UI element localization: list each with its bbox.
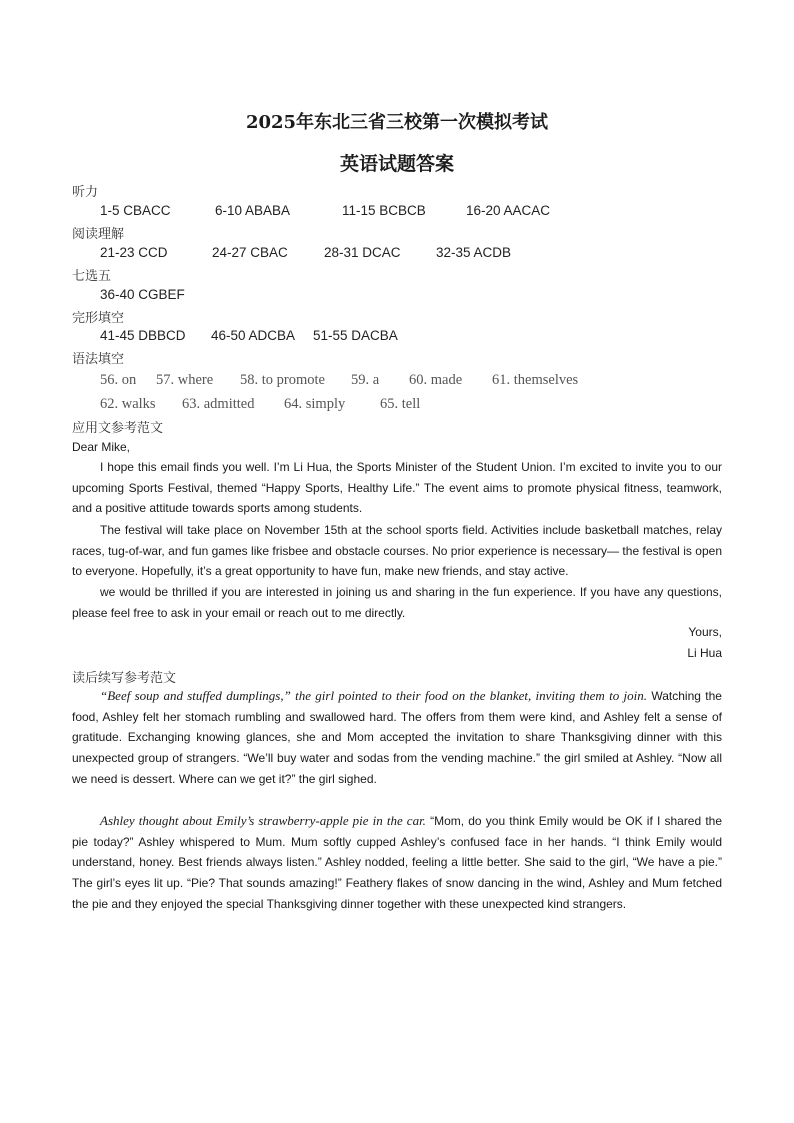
story-paragraph-2-body: “Mom, do you think Emily would be OK if I shared the pie today?” Ashley whispered to Mum. Mum softly cupped Ashley’s confused face in her hands. “I think Emily would understand, honey. Best friends always listen.” Ashley nodded, feeling a little better. She said to the girl, “We have a pie.” The girl’s eyes lit up. “Pie? That sounds amazing!” Feathery flakes of snow dancing in the wind, Ashley and Mum fetched the pie and they enjoyed the special Thanksgiving dinner together with these unexpected kind strangers. [72, 814, 722, 911]
section-label-practical-writing: 应用文参考范文 [72, 421, 164, 436]
story-paragraph-2-opening: Ashley thought about Emily’s strawberry-apple pie in the car. [100, 813, 426, 828]
grammar-answer: 63. admitted [182, 396, 255, 412]
exam-subtitle: 英语试题答案 [339, 153, 454, 175]
section-label-grammar: 语法填空 [72, 352, 125, 367]
answer-group: 46-50 ADCBA [211, 328, 296, 343]
grammar-answer: 64. simply [284, 396, 346, 412]
grammar-answer: 61. themselves [492, 372, 579, 388]
answer-group: 1-5 CBACC [100, 203, 171, 218]
grammar-answer: 58. to promote [240, 372, 325, 388]
section-label-listening: 听力 [72, 185, 99, 200]
letter-signature: Li Hua [687, 646, 722, 660]
answer-group: 21-23 CCD [100, 245, 168, 260]
letter-paragraph: we would be thrilled if you are interested in joining us and sharing in the fun experience. If you have any questions, please feel free to ask in your email or reach out to me directly. [72, 585, 722, 620]
answer-group: 36-40 CGBEF [100, 287, 185, 302]
story-paragraph-2 [72, 811, 722, 915]
section-label-continuation-writing: 读后续写参考范文 [72, 671, 177, 686]
answer-group: 41-45 DBBCD [100, 328, 186, 343]
grammar-answer: 60. made [409, 372, 463, 388]
answer-group: 11-15 BCBCB [342, 203, 426, 218]
grammar-answer: 62. walks [100, 396, 156, 412]
letter-paragraph: I hope this email finds you well. I’m Li Hua, the Sports Minister of the Student Union. I’m excited to invite you to our upcoming Sports Festival, themed “Happy Sports, Healthy Life.” The event aims to promote physical fitness, teamwork, and a positive attitude towards sports among students. [72, 460, 722, 516]
letter-paragraph: The festival will take place on November 15th at the school sports field. Activities include basketball matches, relay races, tug-of-war, and fun games like frisbee and obstacle courses. No prior experience is necessary— the festival is open to everyone. Hopefully, it’s a great opportunity to have fun, make new friends, and stay active. [72, 523, 722, 579]
grammar-answer: 65. tell [380, 396, 421, 412]
section-label-seven-five: 七选五 [72, 269, 112, 284]
answer-group: 32-35 ACDB [436, 245, 512, 260]
letter-salutation: Dear Mike, [72, 440, 131, 454]
grammar-answer: 59. a [351, 372, 380, 388]
answer-group: 16-20 AACAC [466, 203, 551, 218]
exam-title: 2025年东北三省三校第一次模拟考试 [245, 112, 549, 133]
story-paragraph-1-body: Watching the food, Ashley felt her stomach rumbling and swallowed hard. The offers from them were kind, and Ashley felt a sense of gratitude. Exchanging knowing glances, she and Mom accepted the invitation to share Thanksgiving dinner with this unexpected group of strangers. “We’ll buy water and sodas from the vending machine.” the girl smiled at Ashley. “Now all we need is dessert. Where can we get it?” the girl sighed. [72, 689, 722, 786]
story-paragraph-1-opening: “Beef soup and stuffed dumplings,” the girl pointed to their food on the blanket, inviting them to join. [100, 688, 647, 703]
grammar-answer: 57. where [156, 372, 214, 388]
answer-group: 28-31 DCAC [324, 245, 401, 260]
answer-group: 24-27 CBAC [212, 245, 288, 260]
story-paragraph-1 [72, 686, 722, 790]
section-label-reading: 阅读理解 [72, 227, 125, 242]
answer-group: 51-55 DACBA [313, 328, 398, 343]
grammar-answer: 56. on [100, 372, 137, 388]
answer-group: 6-10 ABABA [215, 203, 291, 218]
letter-closing: Yours, [688, 625, 722, 639]
section-label-cloze: 完形填空 [72, 311, 125, 326]
